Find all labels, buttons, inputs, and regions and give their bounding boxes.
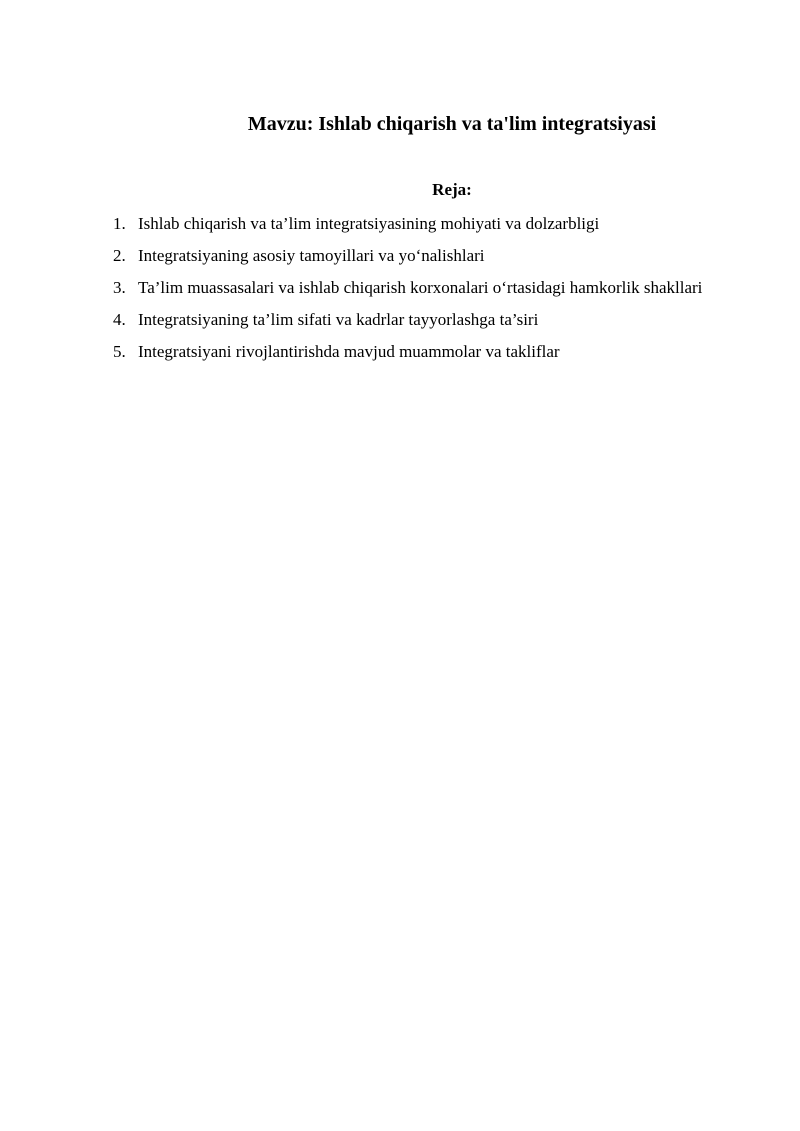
plan-item-number: 4. — [113, 310, 126, 329]
document-title: Mavzu: Ishlab chiqarish va ta'lim integratsiyasi — [247, 113, 657, 135]
plan-item-number: 1. — [113, 214, 126, 233]
plan-item-number: 5. — [113, 342, 126, 361]
plan-item-number: 3. — [113, 278, 126, 297]
plan-item — [113, 336, 744, 368]
plan-item-number: 2. — [113, 246, 126, 265]
plan-item — [113, 304, 744, 336]
plan-list — [113, 208, 744, 368]
plan-item-text: Integratsiyani rivojlantirishda mavjud muammolar va takliflar — [138, 342, 560, 361]
plan-item — [113, 272, 744, 304]
plan-item — [113, 208, 744, 240]
plan-item — [113, 240, 744, 272]
plan-item-text: Ishlab chiqarish va ta’lim integratsiyasining mohiyati va dolzarbligi — [138, 214, 600, 233]
plan-item-text: Ta’lim muassasalari va ishlab chiqarish korxonalari o‘rtasidagi hamkorlik shakllari — [138, 278, 703, 297]
plan-item-text: Integratsiyaning ta’lim sifati va kadrlar tayyorlashga ta’siri — [138, 310, 539, 329]
plan-heading: Reja: — [432, 180, 472, 199]
plan-item-text: Integratsiyaning asosiy tamoyillari va yo‘nalishlari — [138, 246, 485, 265]
